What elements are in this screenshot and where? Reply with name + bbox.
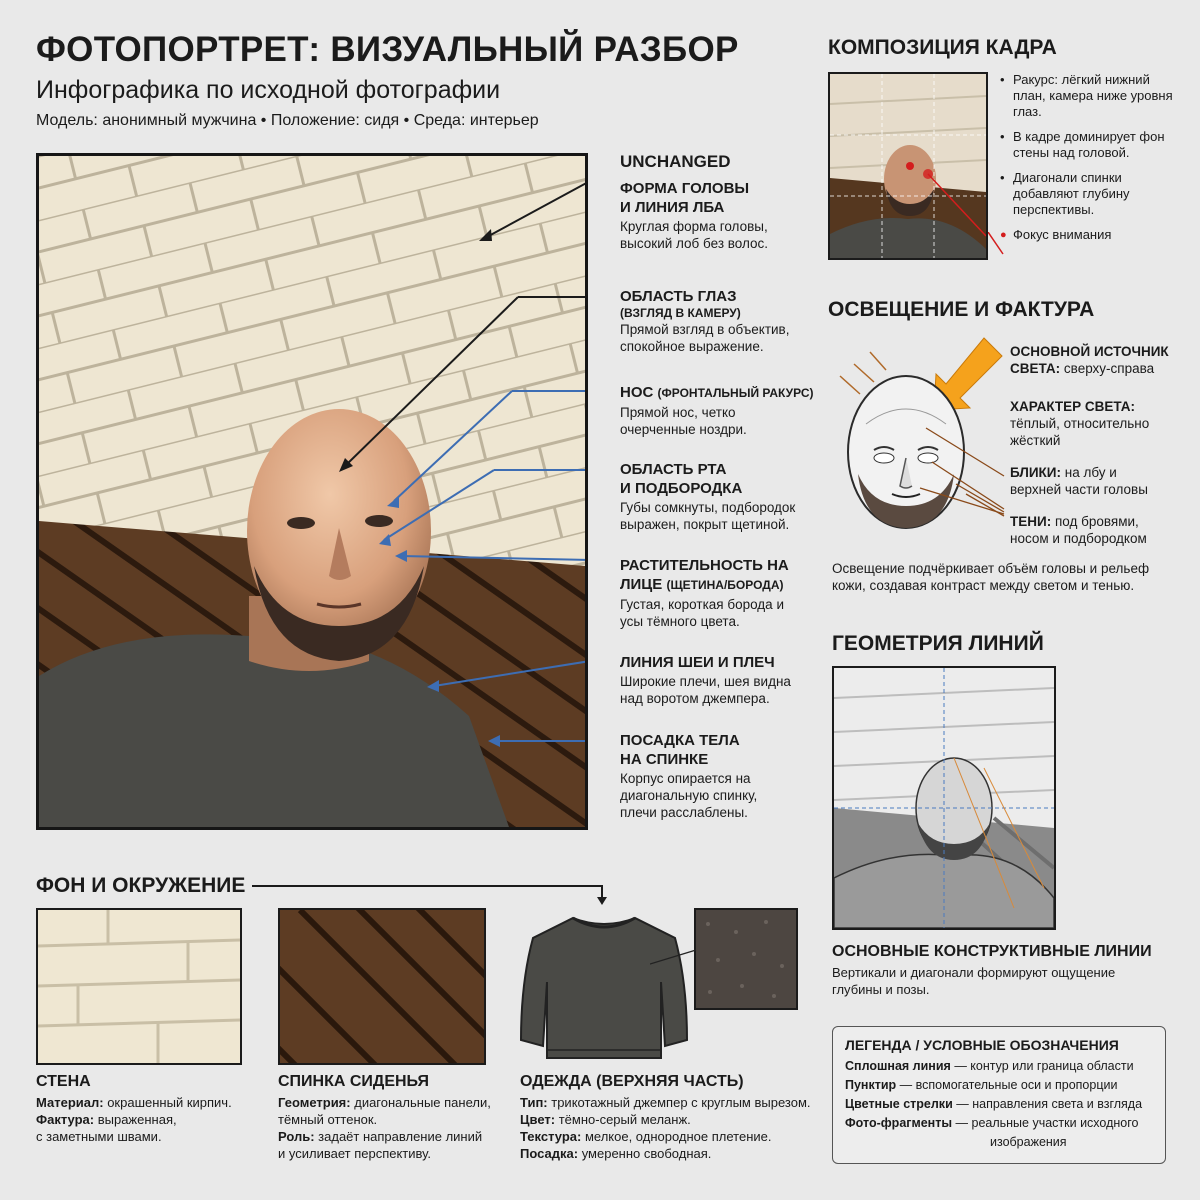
legend-title: ЛЕГЕНДА / УСЛОВНЫЕ ОБОЗНАЧЕНИЯ — [845, 1037, 1119, 1053]
callout-unchanged: UNCHANGED — [620, 152, 731, 171]
seat-description: Геометрия: диагональные панели, тёмный оттенок. Роль: задаёт направление линий и усиливает перспективу. — [278, 1095, 491, 1161]
lighting-title: ОСВЕЩЕНИЕ И ФАКТУРА — [828, 298, 1095, 321]
lighting-summary: Освещение подчёркивает объём головы и рельеф кожи, создавая контраст между светом и тенью. — [832, 561, 1150, 593]
callout-head-shape: ФОРМА ГОЛОВЫ И ЛИНИЯ ЛБА Круглая форма головы, высокий лоб без волос. — [620, 180, 769, 251]
callout-nose: НОС (ФРОНТАЛЬНЫЙ РАКУРС) Прямой нос, четко очерченные ноздри. — [620, 384, 814, 437]
callout-facial-hair: РАСТИТЕЛЬНОСТЬ НА ЛИЦЕ (ЩЕТИНА/БОРОДА) Густая, короткая борода и усы тёмного цвета. — [620, 557, 789, 629]
wall-title: СТЕНА — [36, 1073, 91, 1090]
composition-bullets — [1000, 72, 1180, 252]
geometry-caption-title: ОСНОВНЫЕ КОНСТРУКТИВНЫЕ ЛИНИИ — [832, 943, 1152, 960]
legend-row: Фото-фрагменты — реальные участки исходного — [845, 1116, 1139, 1130]
background-title: ФОН И ОКРУЖЕНИЕ — [36, 874, 246, 897]
light-character-label: ХАРАКТЕР СВЕТА: тёплый, относительно жёсткий — [1010, 399, 1150, 448]
legend-row: Сплошная линия — контур или граница области — [845, 1059, 1134, 1073]
clothing-description: Тип: трикотажный джемпер с круглым вырезом. Цвет: тёмно-серый меланж. Текстура: мелкое, однородное плетение. Посадка: умеренно свободная. — [520, 1095, 811, 1161]
sweater-illustration — [515, 912, 693, 1064]
page-title: ФОТОПОРТРЕТ: ВИЗУАЛЬНЫЙ РАЗБОР — [36, 30, 739, 69]
geometry-title: ГЕОМЕТРИЯ ЛИНИЙ — [832, 632, 1044, 655]
sweater-texture-swatch — [694, 908, 798, 1010]
lighting-head-diagram — [836, 334, 1026, 548]
seat-title: СПИНКА СИДЕНЬЯ — [278, 1073, 429, 1090]
clothing-title: ОДЕЖДА (ВЕРХНЯЯ ЧАСТЬ) — [520, 1073, 744, 1090]
callout-posture: ПОСАДКА ТЕЛА НА СПИНКЕ Корпус опирается на диагональную спинку, плечи расслаблены. — [620, 732, 758, 820]
composition-thumbnail — [828, 72, 988, 260]
geometry-sketch — [832, 666, 1056, 930]
wall-description: Материал: окрашенный кирпич. Фактура: выраженная, с заметными швами. — [36, 1095, 232, 1144]
wall-swatch — [36, 908, 242, 1065]
page-subtitle: Инфографика по исходной фотографии — [36, 76, 501, 104]
legend-row: Пунктир — вспомогательные оси и пропорции — [845, 1078, 1118, 1092]
focus-legend: ● Фокус внимания — [1000, 227, 1180, 243]
shadows-label: ТЕНИ: под бровями, носом и подбородком — [1010, 514, 1147, 546]
composition-title: КОМПОЗИЦИЯ КАДРА — [828, 36, 1057, 59]
callout-eyes: ОБЛАСТЬ ГЛАЗ (ВЗГЛЯД В КАМЕРУ) Прямой взгляд в объектив, спокойное выражение. — [620, 288, 790, 354]
legend-row-continued: изображения — [990, 1135, 1067, 1149]
composition-bullet: • В кадре доминирует фон стены над головой. — [1000, 129, 1180, 161]
main-portrait-photo — [36, 153, 588, 830]
seat-swatch — [278, 908, 486, 1065]
page-meta: Модель: анонимный мужчина • Положение: сидя • Среда: интерьер — [36, 112, 539, 129]
light-source-label: ОСНОВНОЙ ИСТОЧНИК СВЕТА: сверху-справа — [1010, 344, 1169, 376]
legend-row: Цветные стрелки — направления света и взгляда — [845, 1097, 1143, 1111]
legend-box — [832, 1026, 1166, 1164]
background-header-line — [252, 885, 602, 887]
composition-bullet: • Ракурс: лёгкий нижний план, камера ниже уровня глаз. — [1000, 72, 1180, 120]
composition-bullet: • Диагонали спинки добавляют глубину перспективы. — [1000, 170, 1180, 218]
highlights-label: БЛИКИ: на лбу и верхней части головы — [1010, 465, 1148, 497]
background-down-arrow — [596, 885, 608, 907]
geometry-caption: Вертикали и диагонали формируют ощущение глубины и позы. — [832, 965, 1116, 997]
callout-neck-shoulders: ЛИНИЯ ШЕИ И ПЛЕЧ Широкие плечи, шея видна над воротом джемпера. — [620, 654, 791, 706]
callout-mouth: ОБЛАСТЬ РТА И ПОДБОРОДКА Губы сомкнуты, подбородок выражен, покрыт щетиной. — [620, 461, 796, 532]
sweater-texture-pointer — [650, 948, 698, 968]
